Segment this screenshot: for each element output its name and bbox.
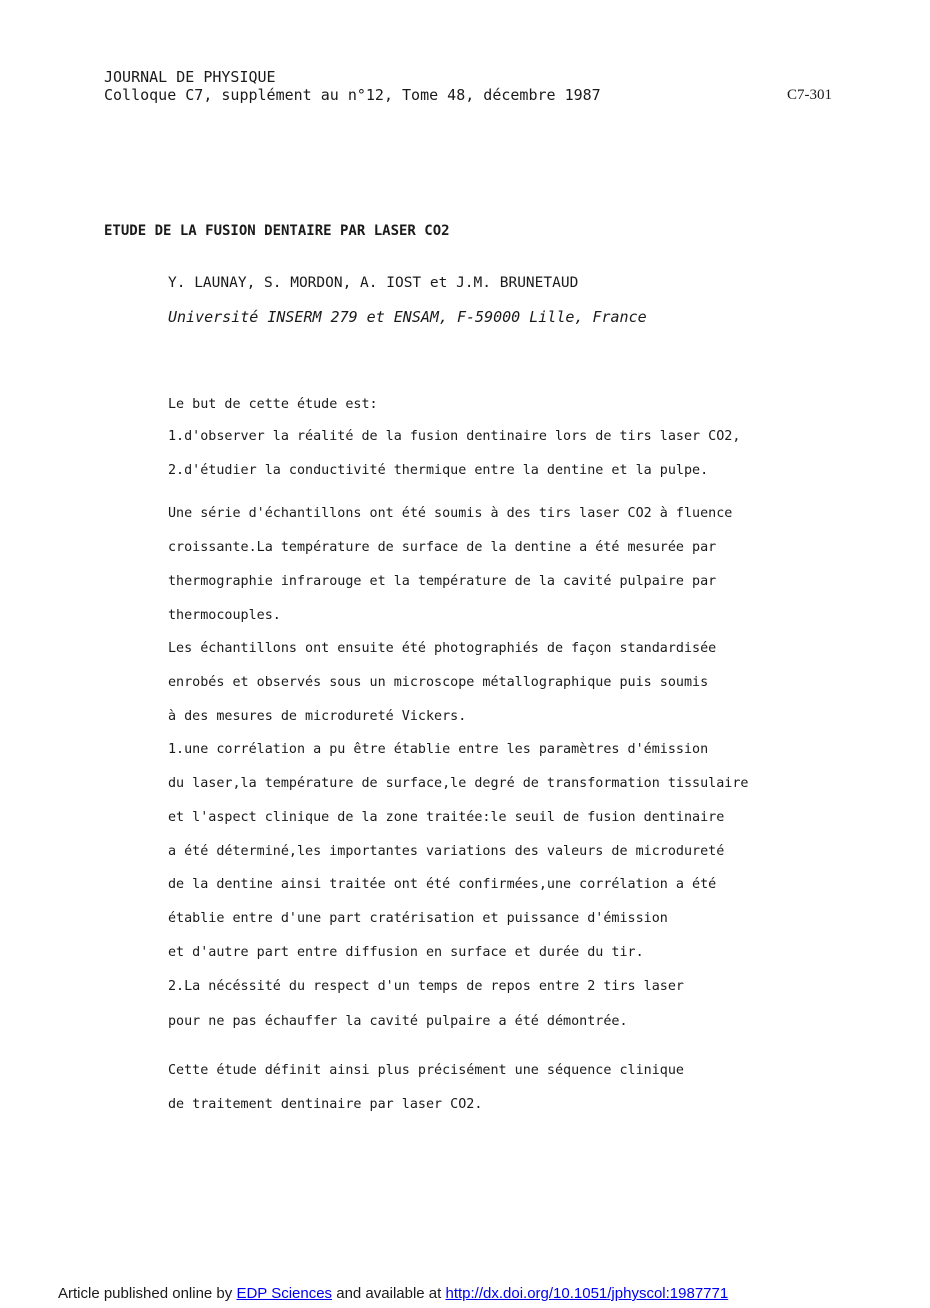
body-line: Les échantillons ont ensuite été photographiés de façon standardisée xyxy=(168,641,717,656)
body-line: de traitement dentinaire par laser CO2. xyxy=(168,1097,483,1112)
footer-prefix: Article published online by xyxy=(58,1285,237,1302)
body-line: thermocouples. xyxy=(168,608,281,623)
body-line: de la dentine ainsi traitée ont été confirmées,une corrélation a été xyxy=(168,877,717,892)
body-line: et l'aspect clinique de la zone traitée:le seuil de fusion dentinaire xyxy=(168,810,725,825)
publication-footer xyxy=(58,1285,728,1303)
body-line: pour ne pas échauffer la cavité pulpaire a été démontrée. xyxy=(168,1014,628,1029)
body-line: croissante.La température de surface de la dentine a été mesurée par xyxy=(168,540,717,555)
body-line: Cette étude définit ainsi plus précisément une séquence clinique xyxy=(168,1063,684,1078)
doi-link[interactable]: http://dx.doi.org/10.1051/jphyscol:1987771 xyxy=(445,1285,729,1302)
page-number: C7-301 xyxy=(787,87,832,103)
body-line: thermographie infrarouge et la température de la cavité pulpaire par xyxy=(168,574,717,589)
article-affiliation: Université INSERM 279 et ENSAM, F-59000 Lille, France xyxy=(168,308,647,326)
body-line: a été déterminé,les importantes variations des valeurs de microdureté xyxy=(168,844,725,859)
footer-middle: and available at xyxy=(332,1285,446,1302)
journal-name: JOURNAL DE PHYSIQUE xyxy=(104,68,276,86)
body-line: et d'autre part entre diffusion en surface et durée du tir. xyxy=(168,945,644,960)
journal-issue: Colloque C7, supplément au n°12, Tome 48, décembre 1987 xyxy=(104,86,601,104)
body-line: enrobés et observés sous un microscope métallographique puis soumis xyxy=(168,675,709,690)
body-line: à des mesures de microdureté Vickers. xyxy=(168,709,467,724)
body-line: 2.d'étudier la conductivité thermique entre la dentine et la pulpe. xyxy=(168,463,709,478)
body-line: 1.d'observer la réalité de la fusion dentinaire lors de tirs laser CO2, xyxy=(168,429,741,444)
article-authors: Y. LAUNAY, S. MORDON, A. IOST et J.M. BRUNETAUD xyxy=(168,275,579,291)
body-line: Une série d'échantillons ont été soumis à des tirs laser CO2 à fluence xyxy=(168,506,733,521)
body-line: 2.La nécéssité du respect d'un temps de repos entre 2 tirs laser xyxy=(168,979,684,994)
body-line: Le but de cette étude est: xyxy=(168,397,378,412)
body-line: établie entre d'une part cratérisation et puissance d'émission xyxy=(168,911,668,926)
body-line: 1.une corrélation a pu être établie entre les paramètres d'émission xyxy=(168,742,709,757)
article-title: ETUDE DE LA FUSION DENTAIRE PAR LASER CO2 xyxy=(104,223,450,239)
body-line: du laser,la température de surface,le degré de transformation tissulaire xyxy=(168,776,749,791)
publisher-link[interactable]: EDP Sciences xyxy=(236,1285,333,1302)
